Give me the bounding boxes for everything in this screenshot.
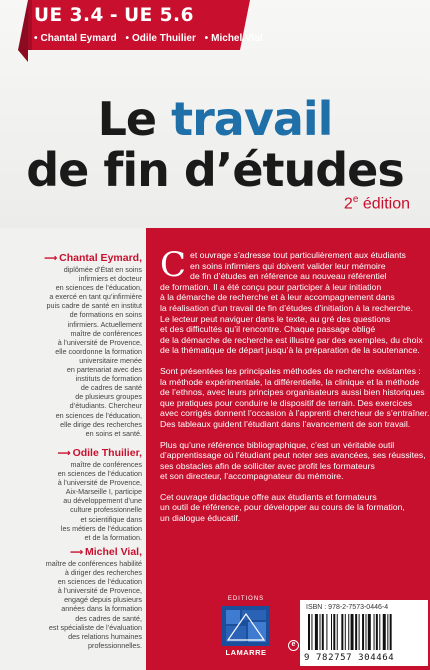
series-ribbon [0,0,263,72]
text-line: infirmiers et docteur [78,274,142,284]
text-line: maître de conférences [70,328,142,338]
text-line: Des tableaux guident l’étudiant dans l’avancement de son travail. [160,418,411,429]
text-line: Le lecteur peut naviguer dans le texte, au gré des questions [160,313,391,324]
barcode-digits: 9 782757 304464 [304,653,395,663]
back-cover-text [160,245,430,534]
text-line: de fin d’études en référence au nouveau référentiel [190,271,387,282]
author-1: Chantal Eymard [40,33,117,44]
isbn-label: ISBN : 978-2-7573-0446-4 [306,604,389,611]
text-line: culture professionnelle [70,505,142,515]
text-line: elle coordonne la formation [55,346,142,356]
text-line: Sont présentées les principales méthodes de recherche existantes : [160,365,421,376]
text-line: des relations humaines [68,631,142,641]
text-line: universitaire menée [79,355,142,365]
paragraph-1 [160,245,426,356]
text-line: et son directeur, l’accompagnateur du mémoire. [160,471,344,482]
text-line: en sciences de l’éducation, [55,283,142,293]
espace-infirmier-icon: e [288,640,299,651]
text-line: la réalisation d’un travail de fin d’études d’initiation à la recherche. [160,302,414,313]
text-line: maître de conférences [70,460,142,469]
text-line: de l’ethnos, avec leurs principes organisateurs aussi bien historiques [160,387,425,398]
text-line: la méthode expérimentale, la différentielle, la clinique et la méthode [160,376,420,387]
text-line: à l’université de Provence, [57,337,142,347]
bio-name: Michel Vial, [85,546,142,558]
text-line: au développement d’une [63,496,142,506]
text-line: en soins infirmiers qui doivent valider leur mémoire [190,260,386,271]
bio-text [2,559,142,650]
text-line: et des difficultés qu’il rencontre. Chaque passage obligé [160,324,376,335]
text-line: en sciences de l’éducation, [55,410,142,420]
text-line: ses obstacles afin de solliciter avec profit les formateurs [160,460,375,471]
arrow-icon: ⟶ [70,547,83,557]
paragraph-4 [160,492,426,524]
isbn-barcode-panel [300,600,428,666]
text-line: de la thématique de départ jusqu’à la préparation de la soutenance. [160,345,420,356]
text-line: Plus qu’une référence bibliographique, c’est un véritable outil [160,439,395,450]
text-line: un dialogue éducatif. [160,513,241,524]
text-line: les métiers de l’éducation [60,523,142,533]
text-line: années dans la formation [61,604,142,614]
text-line: à l’université de Provence, [57,478,142,488]
text-line: infirmiers. Actuellement [67,319,142,329]
ue-left: UE 3.4 [34,5,104,26]
text-line: en partenariat avec des [66,365,142,375]
bio-name: Chantal Eymard, [59,252,142,264]
text-line: de plusieurs groupes [75,392,142,402]
text-line: et de la formation. [84,532,142,542]
ue-right: UE 5.6 [124,5,194,26]
text-line: puis cadre de santé en institut [46,301,142,311]
text-line: professionnelles. [88,640,142,650]
text-line: de formation. Il a été conçu pour participer à leur initiation [160,281,382,292]
paragraph-3 [160,440,426,482]
text-line: diplômée d’État en soins [63,265,142,274]
text-line: est spécialiste de l’évaluation [48,622,142,632]
author-2: Odile Thuilier [131,33,196,44]
text-line: elle dirige des recherches [60,419,142,429]
text-line: de cadres de santé [80,383,142,393]
bio-michel-vial [2,546,142,650]
text-line: de formations en soins [69,310,142,320]
text-line: d’apprentissage où l’étudiant peut noter ses avancées, ses réussites, [160,450,426,461]
ue-separator: - [109,5,119,26]
bio-name: Odile Thuilier, [72,447,142,459]
publisher-name: LAMARRE [225,648,267,657]
text-line: à diriger des recherches [64,568,142,578]
text-line: engagé depuis plusieurs [64,595,142,605]
title-word-le: Le [97,92,157,146]
paragraph-2 [160,365,430,430]
text-line: maître de conférences habilité [45,559,142,568]
text-line: à l’université de Provence, [57,586,142,596]
text-line: Aix-Marseille I, participe [65,487,142,497]
text-line: en sciences de l’éducation [57,469,142,479]
text-line: d’étudiants. Chercheur [69,401,142,411]
author-bios-column [0,228,146,670]
text-line: des cadres de santé, [75,613,142,623]
text-line: que pratiques pour conduire le dispositif de terrain. Des exercices [160,397,413,408]
text-line: et scientifique dans [80,514,142,524]
bio-text [2,460,142,542]
text-line: et ouvrage s’adresse tout particulièrement aux étudiants [190,250,406,260]
book-title-line-1 [0,92,430,146]
bio-chantal-eymard [2,252,142,438]
bio-odile-thuilier [2,447,142,542]
book-title-line-2: de fin d’études [26,143,404,197]
text-line: avec corrigés donnent l’occasion à l’apprenti chercheur de s’entraîner. [160,408,430,419]
title-word-travail: travail [171,92,333,146]
editions-label: EDITIONS [227,596,265,602]
text-line: de la démarche de recherche est illustré par des exemples, du choix [160,334,423,345]
arrow-icon: ⟶ [57,448,71,458]
author-3: Michel Vial [211,33,263,44]
text-line: en sciences de l’éducation [57,577,142,587]
authors-line: • Chantal Eymard • Odile Thuilier • Michel Vial [34,33,263,44]
drop-cap: C [160,245,187,285]
text-line: instituts de formation [75,374,142,384]
text-line: à la démarche de recherche et à leur accompagnement dans [160,292,395,303]
edition-label: 2e édition [343,194,410,213]
text-line: Cet ouvrage didactique offre aux étudiants et formateurs [160,491,377,502]
text-line: en soins et santé. [85,428,142,438]
text-line: a exercé en tant qu’infirmière [49,292,142,302]
ue-codes [34,5,194,26]
arrow-icon: ⟶ [44,253,58,263]
lamarre-logo-icon [216,596,276,656]
bio-text [2,265,142,438]
barcode-icon [306,614,422,652]
text-line: un outil de référence, pour développer au cours de la formation, [160,502,405,513]
